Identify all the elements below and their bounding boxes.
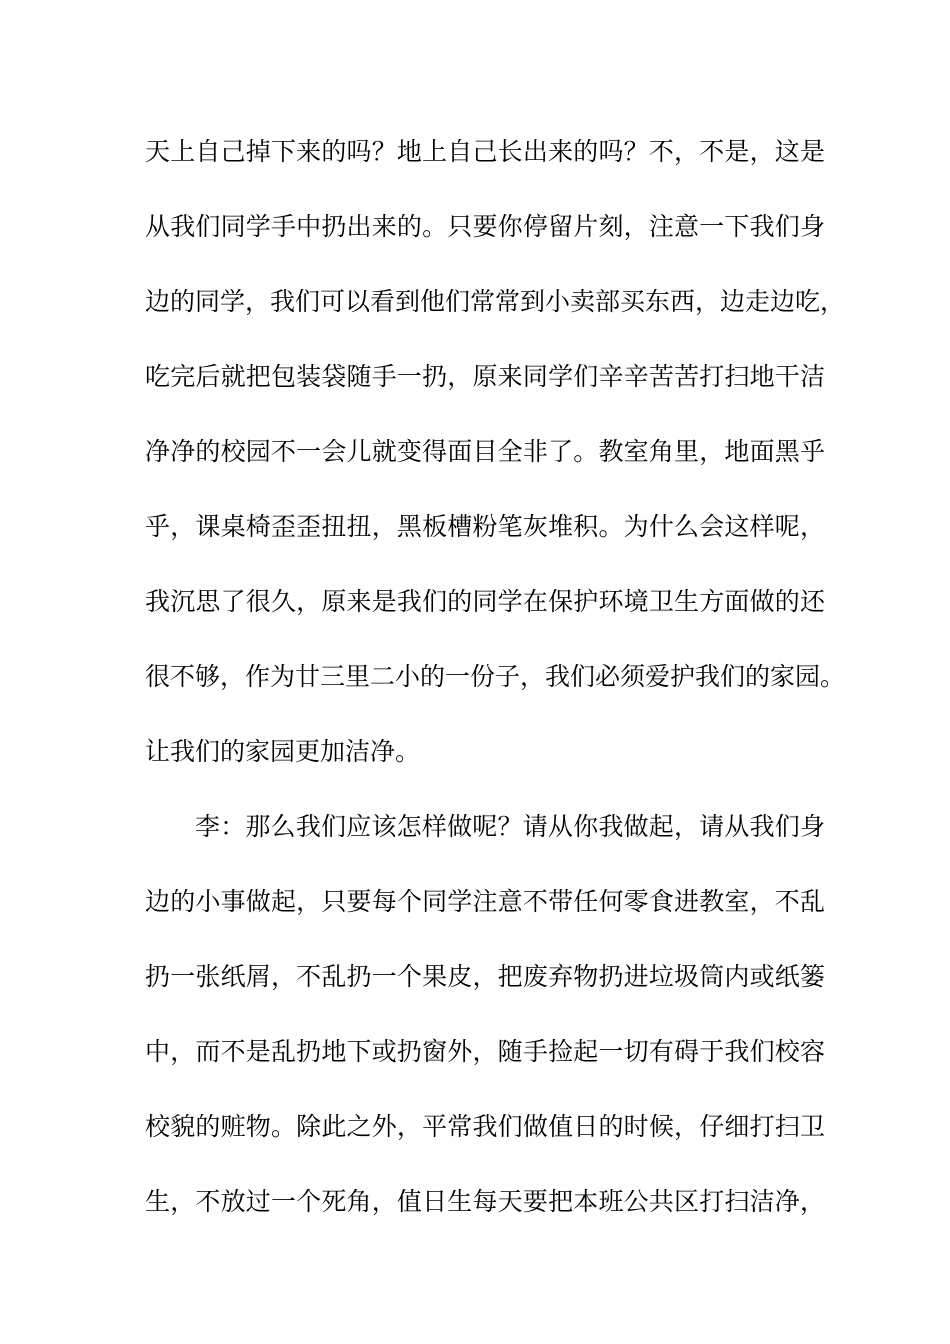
paragraph-line: 让我们的家园更加洁净。 — [145, 737, 421, 766]
paragraph-line: 从我们同学手中扔出来的。只要你停留片刻，注意一下我们身 — [145, 212, 825, 241]
paragraph-line: 天上自己掉下来的吗？地上自己长出来的吗？不，不是，这是 — [145, 137, 825, 166]
paragraph-line: 净净的校园不一会儿就变得面目全非了。教室角里，地面黑乎 — [145, 437, 825, 466]
paragraph-line: 李：那么我们应该怎样做呢？请从你我做起，请从我们身 — [195, 812, 825, 841]
paragraph-line: 生，不放过一个死角，值日生每天要把本班公共区打扫洁净， — [145, 1187, 825, 1216]
paragraph-line: 我沉思了很久，原来是我们的同学在保护环境卫生方面做的还 — [145, 587, 825, 616]
paragraph-line: 乎，课桌椅歪歪扭扭，黑板槽粉笔灰堆积。为什么会这样呢， — [145, 512, 825, 541]
paragraph-line: 边的同学，我们可以看到他们常常到小卖部买东西，边走边吃， — [145, 287, 846, 316]
paragraph-line: 很不够，作为廿三里二小的一份子，我们必须爱护我们的家园。 — [145, 662, 846, 691]
paragraph-line: 边的小事做起，只要每个同学注意不带任何零食进教室，不乱 — [145, 887, 825, 916]
paragraph-line: 中，而不是乱扔地下或扔窗外，随手捡起一切有碍于我们校容 — [145, 1037, 825, 1066]
paragraph-line: 吃完后就把包装袋随手一扔，原来同学们辛辛苦苦打扫地干洁 — [145, 362, 825, 391]
paragraph-line: 扔一张纸屑，不乱扔一个果皮，把废弃物扔进垃圾筒内或纸篓 — [145, 962, 825, 991]
paragraph-line: 校貌的赃物。除此之外，平常我们做值日的时候，仔细打扫卫 — [145, 1112, 825, 1141]
